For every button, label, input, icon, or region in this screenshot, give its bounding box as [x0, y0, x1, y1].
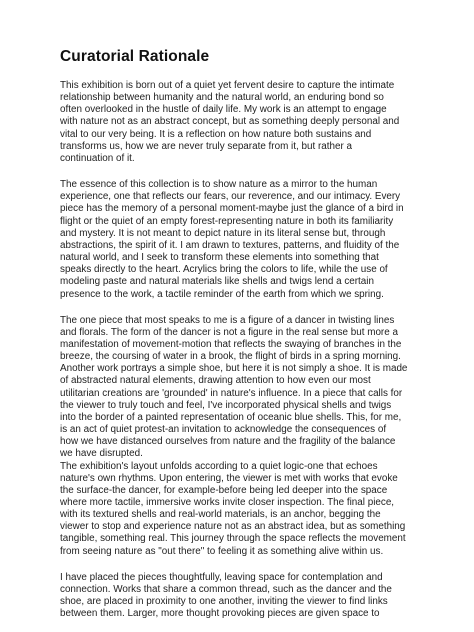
text-line: how we have distanced ourselves from nature and the fragility of the balance [60, 436, 396, 448]
text-line: I have placed the pieces thoughtfully, leaving space for contemplation and [60, 571, 383, 583]
text-line: natural world, and I seek to transform these elements into something that [60, 252, 379, 264]
text-line: The one piece that most speaks to me is a figure of a dancer in twisting lines [60, 314, 395, 326]
text-line: presence to the work, a tactile reminder of the earth from which we spring. [60, 288, 384, 300]
document-title: Curatorial Rationale [60, 48, 210, 65]
text-line: nature's own rhythms. Upon entering, the viewer is met with works that evoke [60, 472, 398, 484]
text-line: experience, one that reflects our fears, our reverence, and our intimacy. Every [60, 191, 401, 203]
text-line: manifestation of movement-motion that reflects the swaying of branches in the [60, 338, 402, 350]
text-line: is an act of quiet protest-an invitation to acknowledge the consequences of [60, 424, 387, 436]
text-line: tangible, something real. This journey through the space reflects the movement [60, 533, 406, 545]
text-line: The essence of this collection is to show nature as a mirror to the human [60, 179, 378, 191]
text-line: breeze, the coursing of water in a brook, the flight of birds in a spring morning. [60, 351, 401, 363]
text-line: continuation of it. [60, 152, 135, 164]
text-line: Another work portrays a simple shoe, but here it is not simply a shoe. It is made [60, 363, 408, 375]
text-line: flight or the quiet of an empty forest-representing nature in both its familiarity [60, 215, 394, 227]
text-line: of abstracted natural elements, drawing attention to how even our most [60, 375, 371, 387]
text-line: with its textured shells and real-world materials, is an anchor, begging the [60, 509, 381, 521]
paragraph-intro [60, 80, 420, 165]
text-line: speaks directly to the heart. Acrylics bring the colors to life, while the use of [60, 264, 388, 276]
text-line: between them. Larger, more thought provoking pieces are given space to [60, 608, 380, 620]
paragraph-dancer [60, 315, 420, 461]
text-line: shoe, are placed in proximity to one another, inviting the viewer to find links [60, 596, 388, 608]
text-line: often overlooked in the hustle of daily life. My work is an attempt to engage [60, 104, 387, 116]
text-line: we have disrupted. [60, 448, 143, 460]
text-line: into the border of a painted representation of oceanic blue shells. This, for me, [60, 411, 402, 423]
paragraph-layout [60, 461, 420, 558]
text-line: the viewer to truly touch and feel, I've incorporated physical shells and twigs [60, 399, 392, 411]
text-line: The exhibition's layout unfolds according to a quiet logic-one that echoes [60, 460, 378, 472]
text-line: from seeing nature as "out there" to feeling it as something alive within us. [60, 545, 384, 557]
document-body [60, 80, 420, 632]
text-line: the surface-the dancer, for example-before being led deeper into the space [60, 484, 388, 496]
text-line: connection. Works that share a common thread, such as the dancer and the [60, 583, 392, 595]
text-line: where more tactile, immersive works invite closer inspection. The final piece, [60, 497, 395, 508]
text-line: vital to our very being. It is a reflection on how nature both sustains and [60, 128, 372, 140]
text-line: relationship between humanity and the natural world, an enduring bond so [60, 92, 384, 104]
text-line: piece has the memory of a personal moment-maybe just the glance of a bird in [60, 203, 404, 215]
text-line: utilitarian creations are 'grounded' in nature's influence. In a piece that calls for [60, 387, 403, 399]
text-line: This exhibition is born out of a quiet yet fervent desire to capture the intimate [60, 80, 395, 91]
text-line: with nature not as an abstract concept, but as something deeply personal and [60, 116, 400, 128]
paragraph-placement [60, 572, 420, 621]
text-line: and mystery. It is not meant to depict nature in its literal sense but, through [60, 227, 386, 239]
text-line: viewer to stop and experience nature not as an abstract idea, but as something [60, 521, 406, 533]
paragraph-essence [60, 179, 420, 301]
text-line: and florals. The form of the dancer is not a figure in the real sense but more a [60, 326, 398, 338]
text-line: transforms us, how we are never truly separate from it, but rather a [60, 140, 352, 152]
text-line: modeling paste and natural materials like shells and twigs lend a certain [60, 276, 374, 288]
text-line: abstractions, the spirit of it. I am drawn to textures, patterns, and fluidity of the [60, 239, 400, 251]
